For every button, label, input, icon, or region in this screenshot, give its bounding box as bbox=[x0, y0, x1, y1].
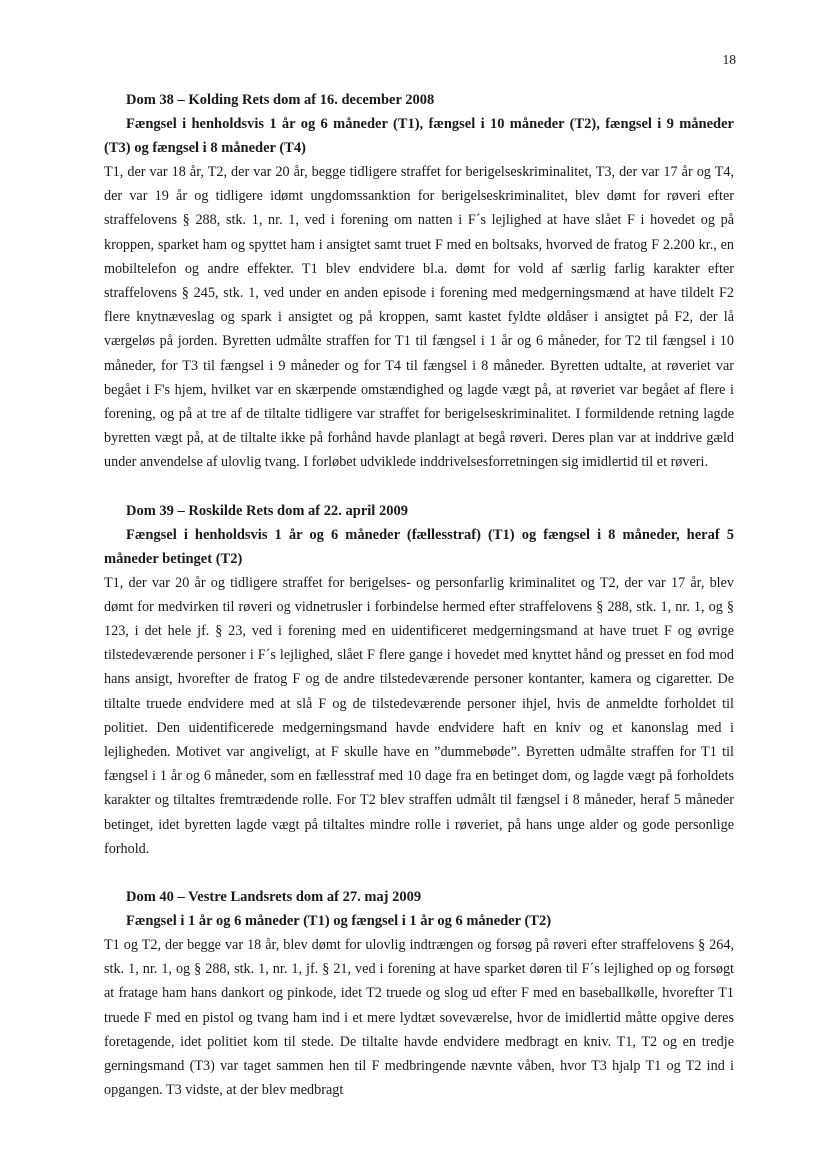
judgment-section-40 bbox=[104, 885, 734, 1102]
judgment-sentence: Fængsel i 1 år og 6 måneder (T1) og fængsel i 1 år og 6 måneder (T2) bbox=[126, 913, 552, 930]
judgment-body: T1 og T2, der begge var 18 år, blev dømt for ulovlig indtrængen og forsøg på røveri efter straffelovens § 264, stk. 1, nr. 1, og § 288, stk. 1, nr. 1, jf. § 21, ved i forening at have sparket døren til F´s lejlighed op og forsøgt at fratage ham hans dankort og pinkode, idet T2 truede og slog ud efter F med en baseballkølle, hvorefter T1 truede F med en pistol og tvang ham ind i et mere lydtæt soveværelse, hvor de imidlertid måtte opgive deres foretagende, idet politiet kom til stede. De tiltalte havde endvidere medbragt en kniv. T1, T2 og en tredje gerningsmand (T3) var taget sammen hen til F medbringende nævnte våben, hvor T3 hjalp T1 og T2 ind i opgangen. T3 vidste, at der blev medbragt bbox=[104, 937, 734, 1099]
judgment-heading: Dom 38 – Kolding Rets dom af 16. december 2008 bbox=[126, 92, 435, 108]
judgment-heading: Dom 39 – Roskilde Rets dom af 22. april 2009 bbox=[126, 502, 408, 519]
judgment-section-39 bbox=[104, 499, 734, 861]
judgment-body: T1, der var 20 år og tidligere straffet for berigelses- og personfarlig kriminalitet og T2, der var 17 år, blev dømt for medvirken til røveri og vidnetrusler i forbindelse hermed efter straffelovens § 288, stk. 1, nr. 1, og § 123, i det hele jf. § 23, ved i forening med en uidentificeret medgerningsmand at have truet F og øvrige tilstedeværende personer i F´s lejlighed, slået F flere gange i hovedet med knyttet hånd og presset en fod mod hans ansigt, hvorefter de fratog F og de andre tilstedeværende personer kontanter, kamera og cigaretter. De tiltalte truede endvidere med at slå F og de tilstedeværende personer ihjel, hvis de anmeldte forholdet til politiet. Den uidentificerede medgerningsmand havde endvidere haft en kniv og et kanonslag med i lejligheden. Motivet var angiveligt, at F skulle have en ”dummebøde”. Byretten udmålte straffen for T1 til fængsel i 1 år og 6 måneder, som en fællesstraf med 10 dage fra en betinget dom, og lagde vægt på forholdets karakter og tiltaltes fremtrædende rolle. For T2 blev straffen udmålt til fængsel i 8 måneder, heraf 5 måneder betinget, idet byretten lagde vægt på tiltaltes mindre rolle i røveriet, på hans unge alder og gode personlige forhold. bbox=[104, 574, 734, 857]
judgment-sentence: Fængsel i henholdsvis 1 år og 6 måneder (fællesstraf) (T1) og fængsel i 8 måneder, heraf 5 måneder betinget (T2) bbox=[104, 526, 734, 567]
judgment-sentence: Fængsel i henholdsvis 1 år og 6 måneder (T1), fængsel i 10 måneder (T2), fængsel i 9 måneder (T3) og fængsel i 8 måneder (T4) bbox=[104, 116, 734, 156]
judgment-body: T1, der var 18 år, T2, der var 20 år, begge tidligere straffet for berigelseskriminalitet, T3, der var 17 år og T4, der var 19 år og tidligere idømt ungdomssanktion for berigelseskriminalitet, blev dømt for røveri efter straffelovens § 288, stk. 1, nr. 1, ved i forening om natten i F´s lejlighed at have slået F i hovedet og på kroppen, sparket ham og spyttet ham i ansigtet samt truet F med en boltsaks, hvorved de fratog F 2.200 kr., en mobiltelefon og andre effekter. T1 blev endvidere bl.a. dømt for vold af særlig farlig karakter efter straffelovens § 245, stk. 1, ved under en anden episode i forening med medgerningsmænd at have tildelt F2 flere knytnæveslag og spark i ansigtet og på kroppen, samt kastet fyldte øldåser i ansigtet på F2, der lå værgeløs på jorden. Byretten udmålte straffen for T1 til fængsel i 1 år og 6 måneder, for T2 til fængsel i 10 måneder, for T3 til fængsel i 9 måneder og for T4 til fængsel i 8 måneder. Byretten udtalte, at røveriet var begået i F's hjem, hvilket var en skærpende omstændighed og lagde vægt på, at røveriet var begået af flere i forening, og på at tre af de tiltalte tidligere var straffet for berigelseskriminalitet. I formildende retning lagde byretten vægt på, at de tiltalte ikke på forhånd havde planlagt at begå røveri. Deres plan var at inddrive gæld under anvendelse af ulovlig tvang. I forløbet udviklede inddrivelsesforretningen sig imidlertid til et røveri. bbox=[104, 164, 734, 471]
document-content bbox=[104, 88, 734, 1127]
judgment-section-38 bbox=[104, 88, 734, 475]
judgment-heading: Dom 40 – Vestre Landsrets dom af 27. maj 2009 bbox=[126, 889, 422, 906]
page-number: 18 bbox=[722, 52, 736, 67]
